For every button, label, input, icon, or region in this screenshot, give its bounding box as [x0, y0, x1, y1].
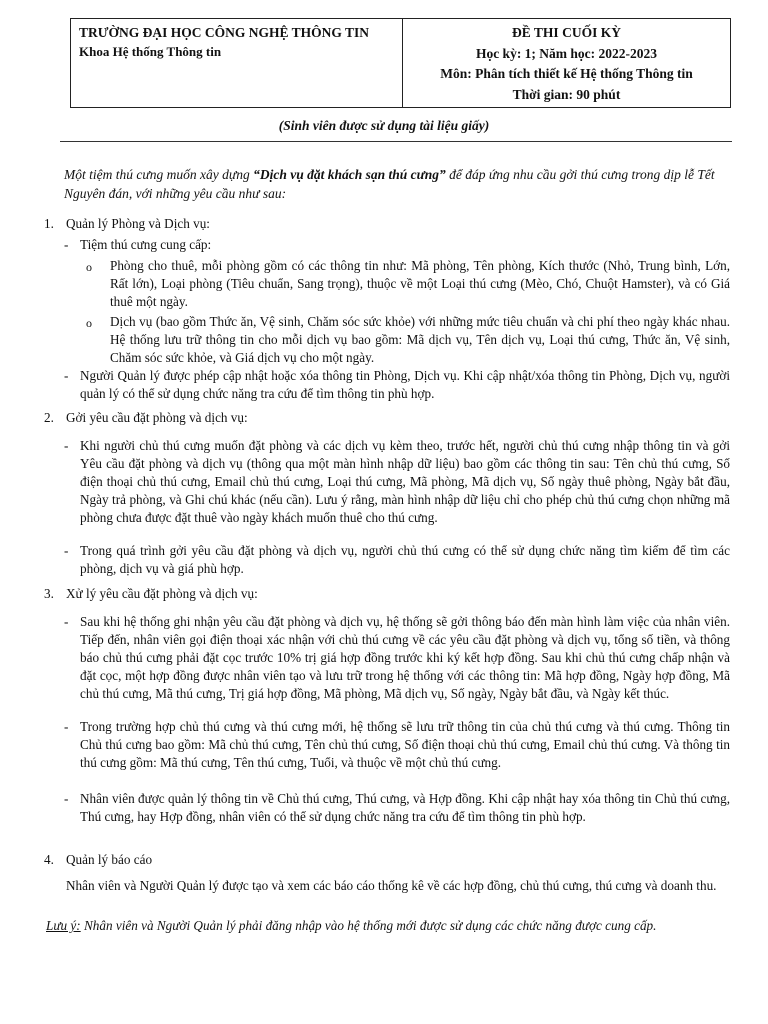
section-4-body: Nhân viên và Người Quản lý được tạo và xem các báo cáo thống kê về các hợp đồng, chủ thú cưng, thú cưng và doanh thu.	[66, 878, 717, 893]
school-name: TRƯỜNG ĐẠI HỌC CÔNG NGHỆ THÔNG TIN	[79, 25, 370, 40]
section-2-bullet-1: Khi người chủ thú cưng muốn đặt phòng và các dịch vụ kèm theo, trước hết, người chủ thú cưng nhập thông tin và gởi Yêu cầu đặt phòng và dịch vụ (thông qua một màn hình nhập dữ liệu) bao gồm các thông tin sau: Tên chủ thú cưng, Số điện thoại chủ thú cưng, Email chủ thú cưng, Loại thú cưng, Mã phòng, Mã dịch vụ, Số ngày thuê phòng, Ngày bắt đầu, Ngày trả phòng, và Ghi chú khác (nếu cần). Lưu ý rằng, màn hình nhập dữ liệu chỉ cho phép chủ thú cưng chọn những mã phòng chưa được đặt thuê vào ngày khách muốn thuê cho thú cưng.	[80, 438, 730, 525]
note-label: Lưu ý:	[46, 918, 81, 933]
semester: Học kỳ: 1; Năm học: 2022-2023	[475, 45, 658, 61]
dash-bullet: -	[64, 614, 69, 629]
section-2-title	[44, 409, 248, 427]
circle-bullet: o	[86, 260, 92, 274]
section-1-title	[44, 215, 210, 233]
section-title-text: Quản lý báo cáo	[66, 852, 153, 867]
section-3-title	[44, 585, 258, 603]
header-table	[70, 18, 731, 108]
subject: Môn: Phân tích thiết kế Hệ thống Thông tin	[440, 66, 693, 81]
dash-bullet: -	[64, 237, 69, 252]
note-text: Nhân viên và Người Quản lý phải đăng nhập vào hệ thống mới được sử dụng các chức năng được cung cấp.	[80, 918, 657, 933]
circle-bullet: o	[86, 316, 92, 330]
section-1-room-item: Phòng cho thuê, mỗi phòng gồm có các thông tin như: Mã phòng, Tên phòng, Kích thước (Nhỏ, Trung bình, Lớn, Rất lớn), Loại phòng (Tiêu chuẩn, Sang trọng), thuộc về một Loại thú cưng (Mèo, Chó, Chuột Hamster), và có Giá thuê một ngày.	[110, 258, 730, 309]
login-note	[46, 916, 726, 935]
faculty-name: Khoa Hệ thống Thông tin	[79, 44, 222, 59]
section-title-text: Gởi yêu cầu đặt phòng và dịch vụ:	[66, 410, 248, 425]
section-3-bullet-1: Sau khi hệ thống ghi nhận yêu cầu đặt phòng và dịch vụ, hệ thống sẽ gởi thông báo đến màn hình làm việc của nhân viên. Tiếp đến, nhân viên gọi điện thoại xác nhận với chủ thú cưng về các yêu cầu đặt phòng và dịch vụ, tổng số tiền, và thông báo chủ thú cưng phải đặt cọc trước 10% trị giá hợp đồng trước khi ký kết hợp đồng. Sau khi chủ thú cưng chấp nhận và đặt cọc, một hợp đồng được nhân viên tạo và lưu trữ trong hệ thống với các thông tin: Mã hợp đồng, Ngày hợp đồng, Mã chủ thú cưng, Mã thú cưng, Trị giá hợp đồng, Mã phòng, Mã dịch vụ, Số ngày, Ngày bắt đầu, và Ngày kết thúc.	[80, 614, 730, 701]
section-number: 2.	[44, 410, 54, 425]
dash-bullet: -	[64, 719, 69, 734]
dash-bullet: -	[64, 368, 69, 383]
section-3-bullet-3: Nhân viên được quản lý thông tin về Chủ thú cưng, Thú cưng, và Hợp đồng. Khi cập nhật hay xóa thông tin Chủ thú cưng, Thú cưng, hay Hợp đồng, nhân viên có thể sử dụng chức năng tra cứu để tìm thông tin phù hợp.	[80, 791, 730, 824]
dash-bullet: -	[64, 438, 69, 453]
divider	[60, 141, 732, 142]
service-name: “Dịch vụ đặt khách sạn thú cưng”	[253, 167, 446, 182]
section-3-bullet-2: Trong trường hợp chủ thú cưng và thú cưng mới, hệ thống sẽ lưu trữ thông tin của chủ thú cưng và thú cưng. Thông tin Chủ thú cưng bao gồm: Mã chủ thú cưng, Tên chủ thú cưng, Số điện thoại chủ thú cưng, Email chủ thú cưng. Và thông tin thú cưng gồm: Mã thú cưng, Tên thú cưng, Tuổi, và thuộc về một chủ thú cưng.	[80, 719, 730, 770]
section-title-text: Quản lý Phòng và Dịch vụ:	[66, 216, 210, 231]
section-1-bullet-2: Người Quản lý được phép cập nhật hoặc xóa thông tin Phòng, Dịch vụ. Khi cập nhật/xóa thông tin Phòng, Dịch vụ, người quản lý có thể sử dụng chức năng tra cứu để tìm thông tin phù hợp.	[80, 368, 730, 401]
intro-before: Một tiệm thú cưng muốn xây dựng	[64, 167, 254, 182]
dash-bullet: -	[64, 791, 69, 806]
exam-title: ĐỀ THI CUỐI KỲ	[512, 25, 621, 40]
section-number: 1.	[44, 216, 54, 231]
materials-note: (Sinh viên được sử dụng tài liệu giấy)	[278, 118, 490, 133]
section-number: 4.	[44, 852, 54, 867]
section-1-bullet-1: Tiệm thú cưng cung cấp:	[80, 237, 212, 252]
section-number: 3.	[44, 586, 54, 601]
duration: Thời gian: 90 phút	[512, 86, 621, 102]
header-right-cell	[403, 19, 730, 107]
header-left-cell	[71, 19, 403, 107]
section-4-title	[44, 851, 152, 869]
section-2-bullet-2: Trong quá trình gởi yêu cầu đặt phòng và dịch vụ, người chủ thú cưng có thể sử dụng chức năng tìm kiếm để tìm các phòng, dịch vụ và giá phù hợp.	[80, 543, 730, 576]
dash-bullet: -	[64, 543, 69, 558]
section-title-text: Xử lý yêu cầu đặt phòng và dịch vụ:	[66, 586, 258, 601]
intro-after: để đáp ứng nhu cầu gởi thú cưng trong dịp lễ Tết Nguyên đán, với những yêu cầu như sau:	[64, 167, 715, 201]
intro-paragraph	[64, 165, 736, 203]
section-1-service-item: Dịch vụ (bao gồm Thức ăn, Vệ sinh, Chăm sóc sức khỏe) với những mức tiêu chuẩn và chi phí theo ngày khác nhau. Hệ thống lưu trữ thông tin cho mỗi dịch vụ bao gồm: Mã dịch vụ, Tên dịch vụ, Loại thú cưng, Thức ăn, Vệ sinh, Chăm sóc sức khỏe, và Giá dịch vụ cho một ngày.	[110, 314, 730, 365]
